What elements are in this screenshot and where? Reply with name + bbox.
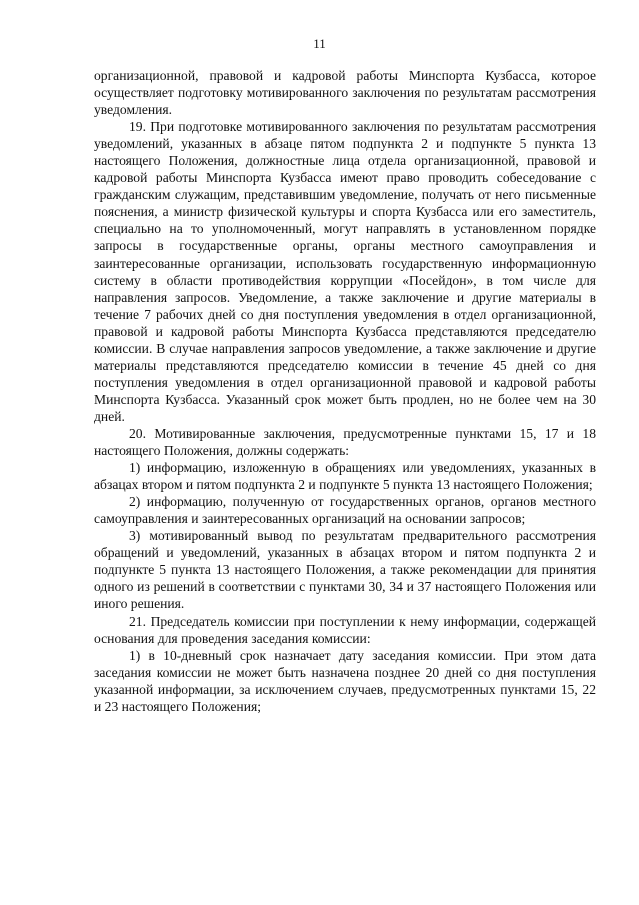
paragraph-item-21: 21. Председатель комиссии при поступлении к нему информации, содержащей основания для проведения заседания комиссии: <box>94 613 596 646</box>
paragraph-subitem-3: 3) мотивированный вывод по результатам предварительного рассмотрения обращений и уведомлений, указанных в абзацах втором и пятом подпункта 2 и подпункте 5 пункта 13 настоящего Положения, а также рекомендации для принятия одного из решений в соответствии с пунктами 30, 34 и 37 настоящего Положения или иного решения. <box>94 528 596 612</box>
paragraph-subitem-2: 2) информацию, полученную от государственных органов, органов местного самоуправления и заинтересованных организаций на основании запросов; <box>94 494 596 527</box>
paragraph-subitem-21-1: 1) в 10-дневный срок назначает дату заседания комиссии. При этом дата заседания комиссии не может быть назначена позднее 20 дней со дня поступления указанной информации, за исключением случаев, предусмотренных пунктами 15, 22 и 23 настоящего Положения; <box>94 647 596 714</box>
document-body <box>94 67 596 715</box>
paragraph-continuation: организационной, правовой и кадровой работы Минспорта Кузбасса, которое осуществляет подготовку мотивированного заключения по результатам рассмотрения уведомления. <box>94 68 596 118</box>
paragraph-item-19: 19. При подготовке мотивированного заключения по результатам рассмотрения уведомлений, указанных в абзаце пятом подпункта 2 и подпункте 5 пункта 13 настоящего Положения, должностные лица отдела организационной, правовой и кадровой работы Минспорта Кузбасса имеют право проводить собеседование с гражданским служащим, представившим уведомление, получать от него письменные пояснения, а министр физической культуры и спорта Кузбасса или его заместитель, специально на то уполномоченный, могут направлять в установленном порядке запросы в государственные органы, органы местного самоуправления и заинтересованные организации, использовать государственную информационную систему в области противодействия коррупции «Посейдон», в том числе для направления запросов. Уведомление, а также заключение и другие материалы в течение 7 рабочих дней со дня поступления уведомления в отдел организационной, правовой и кадровой работы Минспорта Кузбасса представляются председателю комиссии. В случае направления запросов уведомление, а также заключение и другие материалы представляются председателю комиссии в течение 45 дней со дня поступления уведомления в отдел организационной правовой и кадровой работы Минспорта Кузбасса. Указанный срок может быть продлен, но не более чем на 30 дней. <box>94 119 596 424</box>
paragraph-item-20: 20. Мотивированные заключения, предусмотренные пунктами 15, 17 и 18 настоящего Положения, должны содержать: <box>94 425 596 459</box>
page-number: 11 <box>313 36 326 51</box>
paragraph-subitem-1: 1) информацию, изложенную в обращениях или уведомлениях, указанных в абзацах втором и пятом подпункта 2 и подпункте 5 пункта 13 настоящего Положения; <box>94 460 596 493</box>
